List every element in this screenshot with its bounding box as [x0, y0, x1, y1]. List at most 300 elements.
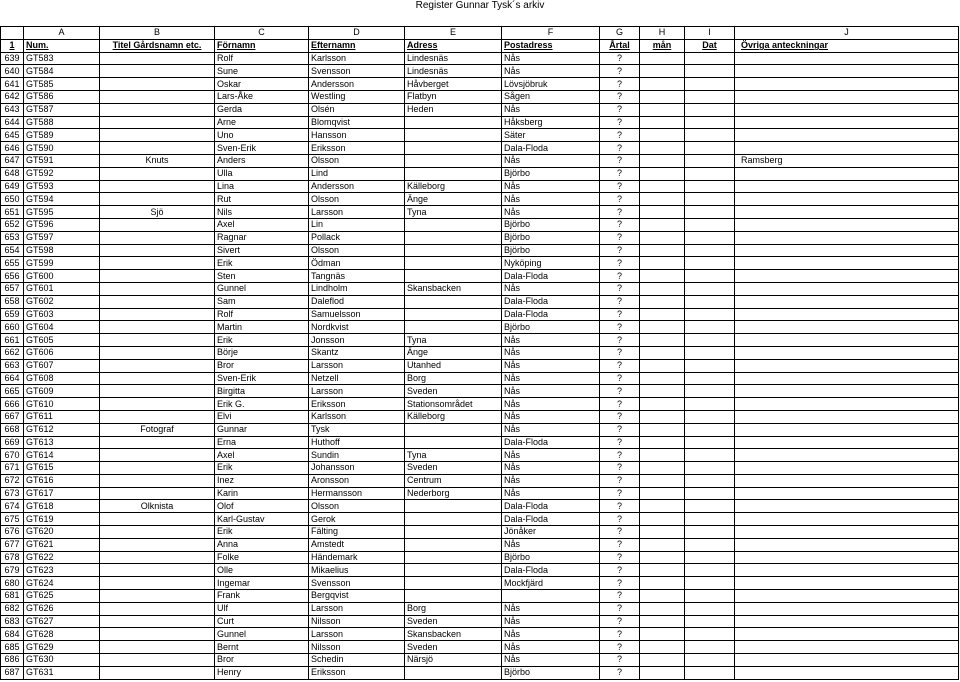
table-cell[interactable]	[100, 410, 215, 423]
table-cell[interactable]	[735, 218, 959, 231]
table-cell[interactable]	[640, 449, 685, 462]
table-cell[interactable]	[640, 116, 685, 129]
table-cell[interactable]: Centrum	[405, 474, 502, 487]
table-cell[interactable]: GT590	[24, 142, 100, 155]
table-cell[interactable]: Axel	[215, 449, 309, 462]
table-cell[interactable]: Jonsson	[309, 334, 405, 347]
table-cell[interactable]	[735, 65, 959, 78]
table-cell[interactable]	[100, 564, 215, 577]
table-cell[interactable]: Huthoff	[309, 436, 405, 449]
row-number[interactable]: 683	[1, 615, 24, 628]
table-cell[interactable]: Lars-Åke	[215, 90, 309, 103]
table-cell[interactable]	[735, 538, 959, 551]
table-cell[interactable]: ?	[600, 410, 640, 423]
table-cell[interactable]	[100, 398, 215, 411]
table-cell[interactable]: Svensson	[309, 65, 405, 78]
table-cell[interactable]: GT595	[24, 206, 100, 219]
table-cell[interactable]	[405, 116, 502, 129]
column-letter[interactable]: A	[24, 27, 100, 40]
table-cell[interactable]: Nås	[502, 372, 600, 385]
table-cell[interactable]: Pollack	[309, 231, 405, 244]
table-cell[interactable]: Nås	[502, 359, 600, 372]
table-cell[interactable]: GT623	[24, 564, 100, 577]
table-cell[interactable]	[405, 142, 502, 155]
table-cell[interactable]: GT629	[24, 641, 100, 654]
table-cell[interactable]	[640, 398, 685, 411]
table-cell[interactable]	[735, 487, 959, 500]
table-cell[interactable]	[735, 500, 959, 513]
table-cell[interactable]: GT618	[24, 500, 100, 513]
table-cell[interactable]: GT591	[24, 154, 100, 167]
table-cell[interactable]: Fotograf	[100, 423, 215, 436]
column-letter[interactable]: J	[735, 27, 959, 40]
table-cell[interactable]: Nås	[502, 654, 600, 667]
table-cell[interactable]: Björbo	[502, 231, 600, 244]
table-cell[interactable]	[735, 615, 959, 628]
table-cell[interactable]: ?	[600, 372, 640, 385]
table-cell[interactable]	[640, 602, 685, 615]
row-number[interactable]: 652	[1, 218, 24, 231]
table-cell[interactable]	[640, 78, 685, 91]
table-cell[interactable]: Börje	[215, 346, 309, 359]
table-cell[interactable]: Aronsson	[309, 474, 405, 487]
table-cell[interactable]: Bror	[215, 654, 309, 667]
table-cell[interactable]: Rut	[215, 193, 309, 206]
table-cell[interactable]	[100, 666, 215, 679]
table-cell[interactable]	[100, 346, 215, 359]
table-cell[interactable]: GT599	[24, 257, 100, 270]
table-cell[interactable]	[640, 462, 685, 475]
table-cell[interactable]	[735, 436, 959, 449]
table-cell[interactable]	[735, 295, 959, 308]
table-cell[interactable]: Fälting	[309, 526, 405, 539]
column-letter[interactable]: G	[600, 27, 640, 40]
table-cell[interactable]: ?	[600, 346, 640, 359]
table-cell[interactable]: Nås	[502, 474, 600, 487]
table-cell[interactable]: Samuelsson	[309, 308, 405, 321]
table-cell[interactable]	[100, 654, 215, 667]
table-cell[interactable]: Nås	[502, 449, 600, 462]
table-cell[interactable]: Ödman	[309, 257, 405, 270]
row-number[interactable]: 669	[1, 436, 24, 449]
column-header[interactable]: Adress	[405, 39, 502, 52]
table-cell[interactable]: ?	[600, 116, 640, 129]
table-cell[interactable]	[685, 526, 735, 539]
row-number[interactable]: 654	[1, 244, 24, 257]
table-cell[interactable]: Curt	[215, 615, 309, 628]
table-cell[interactable]	[100, 577, 215, 590]
row-number[interactable]: 671	[1, 462, 24, 475]
table-cell[interactable]: GT589	[24, 129, 100, 142]
table-cell[interactable]: ?	[600, 500, 640, 513]
table-cell[interactable]: Nås	[502, 602, 600, 615]
table-cell[interactable]	[685, 564, 735, 577]
table-cell[interactable]	[735, 513, 959, 526]
table-cell[interactable]: Björbo	[502, 551, 600, 564]
row-number[interactable]: 656	[1, 270, 24, 283]
table-cell[interactable]: Stationsområdet	[405, 398, 502, 411]
table-cell[interactable]: Skantz	[309, 346, 405, 359]
table-cell[interactable]: GT584	[24, 65, 100, 78]
table-cell[interactable]	[405, 423, 502, 436]
table-cell[interactable]: GT605	[24, 334, 100, 347]
table-cell[interactable]	[685, 615, 735, 628]
row-number[interactable]: 646	[1, 142, 24, 155]
row-number[interactable]: 662	[1, 346, 24, 359]
table-cell[interactable]	[405, 295, 502, 308]
table-cell[interactable]	[735, 423, 959, 436]
table-cell[interactable]: ?	[600, 654, 640, 667]
table-cell[interactable]: ?	[600, 154, 640, 167]
table-cell[interactable]	[735, 129, 959, 142]
table-cell[interactable]: Skansbacken	[405, 628, 502, 641]
row-number[interactable]: 682	[1, 602, 24, 615]
table-cell[interactable]: Erna	[215, 436, 309, 449]
table-cell[interactable]	[685, 244, 735, 257]
table-cell[interactable]	[640, 487, 685, 500]
table-cell[interactable]	[640, 231, 685, 244]
table-cell[interactable]	[640, 500, 685, 513]
row-number[interactable]: 670	[1, 449, 24, 462]
table-cell[interactable]	[685, 129, 735, 142]
table-cell[interactable]	[735, 90, 959, 103]
table-cell[interactable]: Sven-Erik	[215, 372, 309, 385]
table-cell[interactable]	[685, 641, 735, 654]
table-cell[interactable]: Axel	[215, 218, 309, 231]
row-number[interactable]: 680	[1, 577, 24, 590]
table-cell[interactable]	[640, 474, 685, 487]
row-number[interactable]: 668	[1, 423, 24, 436]
table-cell[interactable]	[735, 231, 959, 244]
column-letter[interactable]: E	[405, 27, 502, 40]
table-cell[interactable]	[640, 270, 685, 283]
table-cell[interactable]: Larsson	[309, 602, 405, 615]
table-cell[interactable]	[100, 615, 215, 628]
table-cell[interactable]: Dala-Floda	[502, 295, 600, 308]
table-cell[interactable]: Frank	[215, 590, 309, 603]
table-cell[interactable]: GT631	[24, 666, 100, 679]
table-cell[interactable]	[100, 474, 215, 487]
table-cell[interactable]	[640, 513, 685, 526]
table-cell[interactable]	[405, 526, 502, 539]
column-letter[interactable]: H	[640, 27, 685, 40]
row-number[interactable]: 649	[1, 180, 24, 193]
table-cell[interactable]	[640, 564, 685, 577]
table-cell[interactable]: GT621	[24, 538, 100, 551]
table-cell[interactable]	[100, 602, 215, 615]
table-cell[interactable]	[405, 270, 502, 283]
table-cell[interactable]	[100, 218, 215, 231]
table-cell[interactable]	[640, 52, 685, 65]
table-cell[interactable]: Karlsson	[309, 52, 405, 65]
row-number[interactable]: 645	[1, 129, 24, 142]
table-cell[interactable]: GT613	[24, 436, 100, 449]
table-cell[interactable]: Gunnel	[215, 628, 309, 641]
table-cell[interactable]	[640, 142, 685, 155]
table-cell[interactable]	[640, 641, 685, 654]
table-cell[interactable]	[100, 487, 215, 500]
table-cell[interactable]: GT601	[24, 282, 100, 295]
table-cell[interactable]	[685, 513, 735, 526]
table-cell[interactable]: ?	[600, 308, 640, 321]
table-cell[interactable]: Tyna	[405, 334, 502, 347]
row-number[interactable]: 653	[1, 231, 24, 244]
table-cell[interactable]: Nås	[502, 487, 600, 500]
table-cell[interactable]	[405, 551, 502, 564]
column-letter[interactable]	[1, 27, 24, 40]
table-cell[interactable]: Sveden	[405, 641, 502, 654]
table-cell[interactable]	[685, 577, 735, 590]
table-cell[interactable]	[640, 154, 685, 167]
table-cell[interactable]	[100, 513, 215, 526]
table-cell[interactable]	[685, 538, 735, 551]
table-cell[interactable]	[735, 167, 959, 180]
table-cell[interactable]	[735, 462, 959, 475]
table-cell[interactable]	[685, 500, 735, 513]
table-cell[interactable]: GT604	[24, 321, 100, 334]
table-cell[interactable]	[735, 410, 959, 423]
table-cell[interactable]	[100, 78, 215, 91]
table-cell[interactable]	[100, 436, 215, 449]
table-cell[interactable]: Dala-Floda	[502, 270, 600, 283]
table-cell[interactable]	[735, 641, 959, 654]
table-cell[interactable]: Lindesnäs	[405, 52, 502, 65]
table-cell[interactable]: Larsson	[309, 359, 405, 372]
table-cell[interactable]: GT622	[24, 551, 100, 564]
table-cell[interactable]	[405, 129, 502, 142]
table-cell[interactable]: Bernt	[215, 641, 309, 654]
table-cell[interactable]: GT625	[24, 590, 100, 603]
table-cell[interactable]	[685, 206, 735, 219]
table-cell[interactable]: Olle	[215, 564, 309, 577]
table-cell[interactable]: Källeborg	[405, 180, 502, 193]
column-header[interactable]: Övriga anteckningar	[735, 39, 959, 52]
table-cell[interactable]: ?	[600, 257, 640, 270]
row-number[interactable]: 644	[1, 116, 24, 129]
table-cell[interactable]	[640, 334, 685, 347]
table-cell[interactable]: Dala-Floda	[502, 308, 600, 321]
table-cell[interactable]: Nås	[502, 385, 600, 398]
table-cell[interactable]: Ulf	[215, 602, 309, 615]
table-cell[interactable]	[735, 359, 959, 372]
table-cell[interactable]: Skansbacken	[405, 282, 502, 295]
table-cell[interactable]: Nås	[502, 346, 600, 359]
table-cell[interactable]	[640, 90, 685, 103]
table-cell[interactable]	[685, 193, 735, 206]
column-header[interactable]: Förnamn	[215, 39, 309, 52]
table-cell[interactable]	[685, 334, 735, 347]
table-cell[interactable]: Erik	[215, 334, 309, 347]
row-number[interactable]: 667	[1, 410, 24, 423]
table-cell[interactable]	[640, 410, 685, 423]
table-cell[interactable]	[685, 666, 735, 679]
table-cell[interactable]: GT585	[24, 78, 100, 91]
table-cell[interactable]: Elvi	[215, 410, 309, 423]
table-cell[interactable]	[685, 180, 735, 193]
table-cell[interactable]	[405, 538, 502, 551]
table-cell[interactable]: Källeborg	[405, 410, 502, 423]
row-number[interactable]: 658	[1, 295, 24, 308]
table-cell[interactable]	[685, 487, 735, 500]
row-number[interactable]: 677	[1, 538, 24, 551]
table-cell[interactable]: Dala-Floda	[502, 564, 600, 577]
table-cell[interactable]: Ragnar	[215, 231, 309, 244]
row-number[interactable]: 675	[1, 513, 24, 526]
table-cell[interactable]: Lin	[309, 218, 405, 231]
table-cell[interactable]	[640, 654, 685, 667]
table-cell[interactable]: ?	[600, 474, 640, 487]
table-cell[interactable]	[735, 282, 959, 295]
table-cell[interactable]: Nås	[502, 154, 600, 167]
table-cell[interactable]: Dala-Floda	[502, 513, 600, 526]
table-cell[interactable]	[100, 257, 215, 270]
row-number[interactable]: 655	[1, 257, 24, 270]
table-cell[interactable]	[640, 180, 685, 193]
table-cell[interactable]	[735, 666, 959, 679]
table-cell[interactable]: Björbo	[502, 218, 600, 231]
table-cell[interactable]: Nås	[502, 615, 600, 628]
table-cell[interactable]	[685, 474, 735, 487]
table-cell[interactable]	[735, 449, 959, 462]
table-cell[interactable]: Nås	[502, 334, 600, 347]
table-cell[interactable]	[100, 628, 215, 641]
table-cell[interactable]	[685, 52, 735, 65]
row-number[interactable]: 660	[1, 321, 24, 334]
table-cell[interactable]	[100, 526, 215, 539]
table-cell[interactable]: Säter	[502, 129, 600, 142]
column-letter[interactable]: I	[685, 27, 735, 40]
row-number[interactable]: 641	[1, 78, 24, 91]
table-cell[interactable]	[100, 244, 215, 257]
table-cell[interactable]: GT607	[24, 359, 100, 372]
table-cell[interactable]	[405, 308, 502, 321]
table-cell[interactable]	[640, 321, 685, 334]
table-cell[interactable]	[685, 78, 735, 91]
table-cell[interactable]: ?	[600, 321, 640, 334]
table-cell[interactable]: Olsson	[309, 500, 405, 513]
table-cell[interactable]	[685, 590, 735, 603]
table-cell[interactable]: ?	[600, 167, 640, 180]
table-cell[interactable]	[405, 167, 502, 180]
table-cell[interactable]	[100, 308, 215, 321]
table-cell[interactable]: Lina	[215, 180, 309, 193]
table-cell[interactable]: Eriksson	[309, 398, 405, 411]
table-cell[interactable]	[100, 52, 215, 65]
row-number[interactable]: 648	[1, 167, 24, 180]
table-cell[interactable]: Erik	[215, 526, 309, 539]
table-cell[interactable]: Gerda	[215, 103, 309, 116]
table-cell[interactable]: GT594	[24, 193, 100, 206]
table-cell[interactable]: Karin	[215, 487, 309, 500]
table-cell[interactable]: ?	[600, 90, 640, 103]
table-cell[interactable]	[685, 628, 735, 641]
table-cell[interactable]	[735, 372, 959, 385]
table-cell[interactable]	[100, 180, 215, 193]
table-cell[interactable]: Nordkvist	[309, 321, 405, 334]
table-cell[interactable]	[640, 590, 685, 603]
table-cell[interactable]: GT614	[24, 449, 100, 462]
table-cell[interactable]: GT586	[24, 90, 100, 103]
table-cell[interactable]: ?	[600, 270, 640, 283]
table-cell[interactable]	[735, 142, 959, 155]
table-cell[interactable]	[640, 538, 685, 551]
column-header[interactable]: Årtal	[600, 39, 640, 52]
row-number[interactable]: 659	[1, 308, 24, 321]
table-cell[interactable]	[735, 103, 959, 116]
row-number[interactable]: 684	[1, 628, 24, 641]
table-cell[interactable]: Bror	[215, 359, 309, 372]
table-cell[interactable]	[405, 321, 502, 334]
table-cell[interactable]	[735, 385, 959, 398]
table-cell[interactable]	[405, 154, 502, 167]
table-cell[interactable]: Sveden	[405, 462, 502, 475]
table-cell[interactable]: Henry	[215, 666, 309, 679]
table-cell[interactable]	[100, 359, 215, 372]
table-cell[interactable]: Björbo	[502, 167, 600, 180]
table-cell[interactable]: Sjö	[100, 206, 215, 219]
table-cell[interactable]	[685, 449, 735, 462]
table-cell[interactable]: Sågen	[502, 90, 600, 103]
table-cell[interactable]: ?	[600, 615, 640, 628]
table-cell[interactable]	[685, 154, 735, 167]
table-cell[interactable]	[735, 398, 959, 411]
table-cell[interactable]: Håksberg	[502, 116, 600, 129]
table-cell[interactable]: Ulla	[215, 167, 309, 180]
table-cell[interactable]: Änge	[405, 193, 502, 206]
table-cell[interactable]	[640, 167, 685, 180]
table-cell[interactable]: ?	[600, 334, 640, 347]
table-cell[interactable]: Lind	[309, 167, 405, 180]
table-cell[interactable]: Sven-Erik	[215, 142, 309, 155]
table-cell[interactable]	[640, 359, 685, 372]
table-cell[interactable]: Dala-Floda	[502, 436, 600, 449]
table-cell[interactable]: Olsén	[309, 103, 405, 116]
column-header[interactable]: Dat	[685, 39, 735, 52]
table-cell[interactable]: Dala-Floda	[502, 142, 600, 155]
table-cell[interactable]	[685, 65, 735, 78]
table-cell[interactable]	[735, 78, 959, 91]
table-cell[interactable]	[100, 449, 215, 462]
table-cell[interactable]	[640, 103, 685, 116]
table-cell[interactable]: ?	[600, 180, 640, 193]
table-cell[interactable]: ?	[600, 231, 640, 244]
table-cell[interactable]	[640, 257, 685, 270]
table-cell[interactable]: Erik	[215, 257, 309, 270]
row-number[interactable]: 687	[1, 666, 24, 679]
column-header[interactable]: Efternamn	[309, 39, 405, 52]
table-cell[interactable]	[100, 462, 215, 475]
table-cell[interactable]: Schedin	[309, 654, 405, 667]
table-cell[interactable]	[685, 282, 735, 295]
table-cell[interactable]	[685, 602, 735, 615]
table-cell[interactable]	[100, 282, 215, 295]
table-cell[interactable]: Eriksson	[309, 142, 405, 155]
table-cell[interactable]	[685, 385, 735, 398]
table-cell[interactable]: GT597	[24, 231, 100, 244]
table-cell[interactable]	[100, 193, 215, 206]
table-cell[interactable]: Jönåker	[502, 526, 600, 539]
row-number[interactable]: 647	[1, 154, 24, 167]
table-cell[interactable]: Nils	[215, 206, 309, 219]
table-cell[interactable]	[735, 270, 959, 283]
table-cell[interactable]: GT619	[24, 513, 100, 526]
table-cell[interactable]: Björbo	[502, 244, 600, 257]
table-cell[interactable]: Nås	[502, 193, 600, 206]
table-cell[interactable]: ?	[600, 513, 640, 526]
table-cell[interactable]: Hansson	[309, 129, 405, 142]
table-cell[interactable]: ?	[600, 218, 640, 231]
table-cell[interactable]: Nås	[502, 206, 600, 219]
